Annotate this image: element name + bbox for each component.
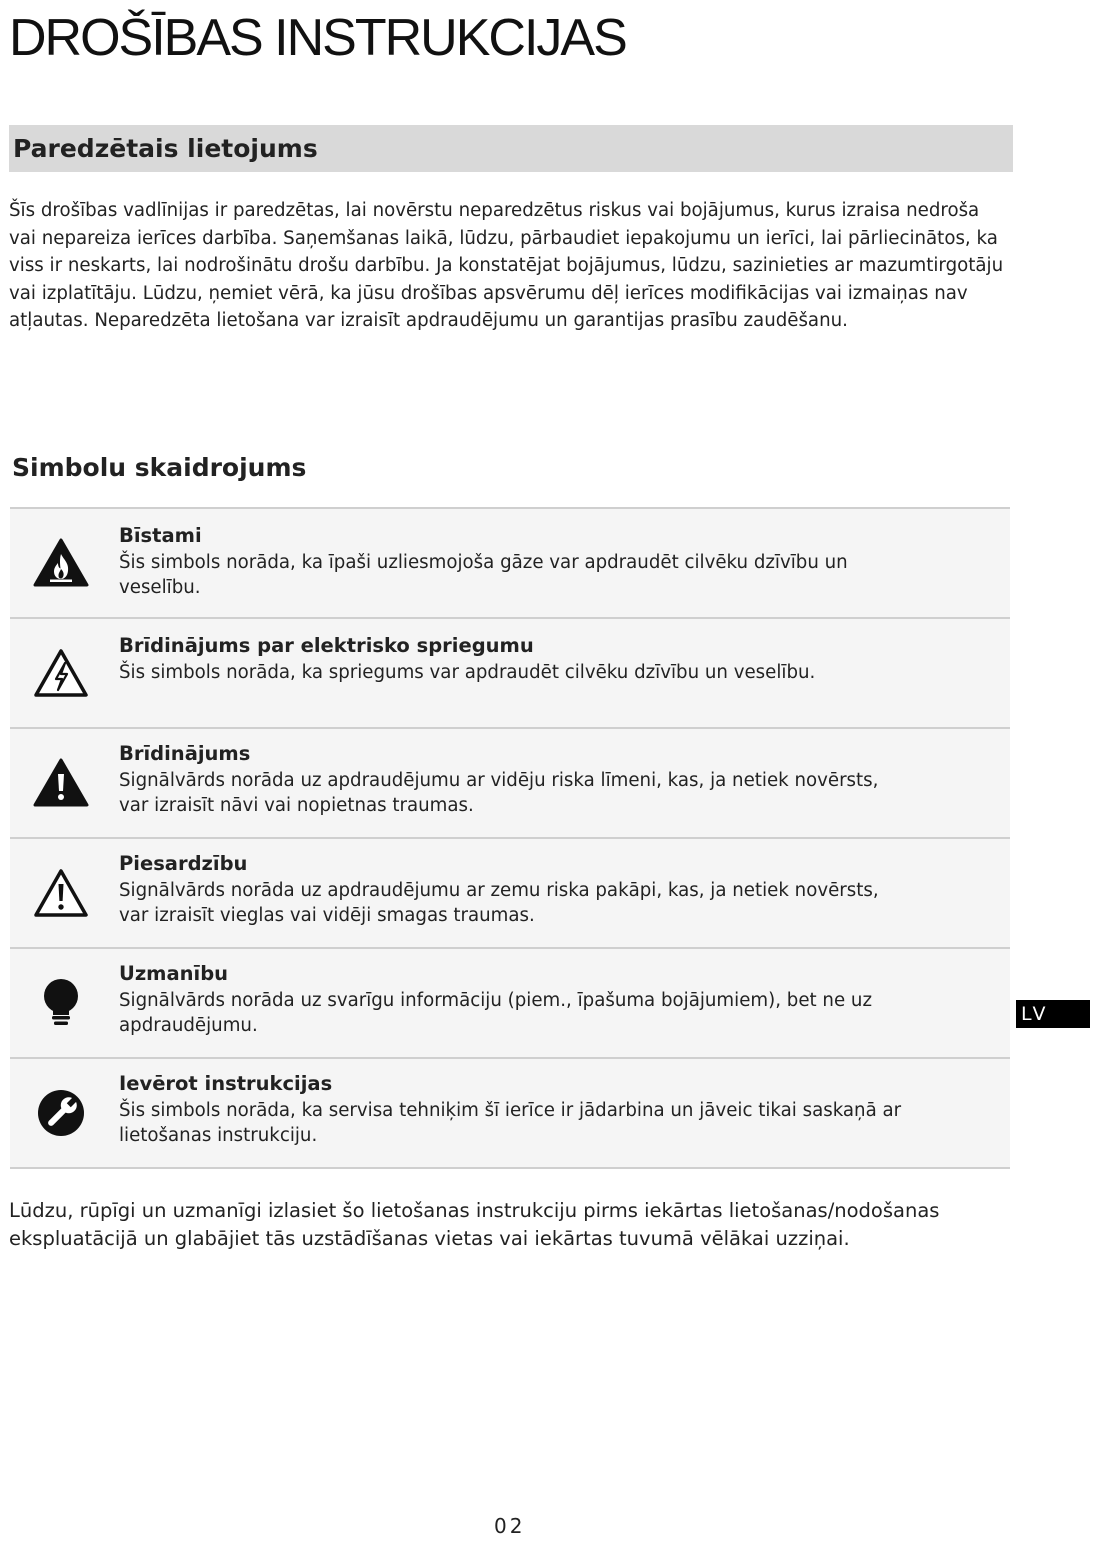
symbol-table <box>10 507 1010 1169</box>
wrench-icon <box>32 1085 90 1141</box>
symbol-name: Brīdinājums <box>119 742 251 765</box>
symbol-description: Signālvārds norāda uz apdraudējumu ar vidēju riska līmeni, kas, ja netiek novērsts, var izraisīt nāvi vai nopietnas traumas. <box>119 770 879 816</box>
symbol-name: Ievērot instrukcijas <box>119 1072 333 1095</box>
symbol-row-electric-voltage <box>10 619 1010 729</box>
lightbulb-icon <box>32 975 90 1031</box>
symbol-row-warning <box>10 729 1010 839</box>
language-tab: LV <box>1016 1000 1090 1028</box>
symbol-name: Piesardzību <box>119 852 248 875</box>
symbols-heading: Simbolu skaidrojums <box>12 453 307 482</box>
symbol-name: Brīdinājums par elektrisko spriegumu <box>119 634 534 657</box>
flammable-warning-icon <box>32 535 90 591</box>
symbol-name: Bīstami <box>119 524 202 547</box>
symbol-description: Signālvārds norāda uz svarīgu informāciju (piem., īpašuma bojājumiem), bet ne uz apdraudējumu. <box>119 990 872 1036</box>
symbol-description: Šis simbols norāda, ka īpaši uzliesmojoša gāze var apdraudēt cilvēku dzīvību un veselību. <box>119 552 848 598</box>
symbol-row-caution <box>10 839 1010 949</box>
intended-use-section-bar <box>9 125 1013 172</box>
intended-use-text: Šīs drošības vadlīnijas ir paredzētas, lai novērstu neparedzētus riskus vai bojājumus, kurus izraisa nedroša vai nepareiza ierīces darbība. Saņemšanas laikā, lūdzu, pārbaudiet iepakojumu un ierīci, lai pārliecinātos, ka viss ir neskarts, lai nodrošinātu drošu darbību. Ja konstatējat bojājumus, lūdzu, sazinieties ar mazumtirgotāju vai izplatītāju. Lūdzu, ņemiet vērā, ka jūsu drošības apsvērumu dēļ ierīces modifikācijas vai izmaiņas nav atļautas. Neparedzēta lietošana var izraisīt apdraudējumu un garantijas prasību zaudēšanu. <box>9 200 1004 332</box>
caution-exclamation-outline-icon <box>32 865 90 921</box>
electric-voltage-warning-icon <box>32 645 90 701</box>
page-number: 02 <box>494 1514 526 1538</box>
symbol-description: Šis simbols norāda, ka servisa tehniķim šī ierīce ir jādarbina un jāveic tikai saskaņā ar lietošanas instrukciju. <box>119 1100 902 1146</box>
symbol-description: Šis simbols norāda, ka spriegums var apdraudēt cilvēku dzīvību un veselību. <box>119 662 816 683</box>
symbol-name: Uzmanību <box>119 962 229 985</box>
page-title: DROŠĪBAS INSTRUKCIJAS <box>9 9 626 67</box>
intended-use-heading: Paredzētais lietojums <box>13 134 318 163</box>
closing-note: Lūdzu, rūpīgi un uzmanīgi izlasiet šo lietošanas instrukciju pirms iekārtas lietošanas/nodošanas ekspluatācijā un glabājiet tās uzstādīšanas vietas vai iekārtas tuvumā vēlākai uzziņai. <box>9 1199 940 1250</box>
symbol-row-attention <box>10 949 1010 1059</box>
symbol-row-danger <box>10 509 1010 619</box>
symbol-row-follow-instructions <box>10 1059 1010 1169</box>
warning-exclamation-filled-icon <box>32 755 90 811</box>
symbol-description: Signālvārds norāda uz apdraudējumu ar zemu riska pakāpi, kas, ja netiek novērsts, var izraisīt vieglas vai vidēji smagas traumas. <box>119 880 879 926</box>
